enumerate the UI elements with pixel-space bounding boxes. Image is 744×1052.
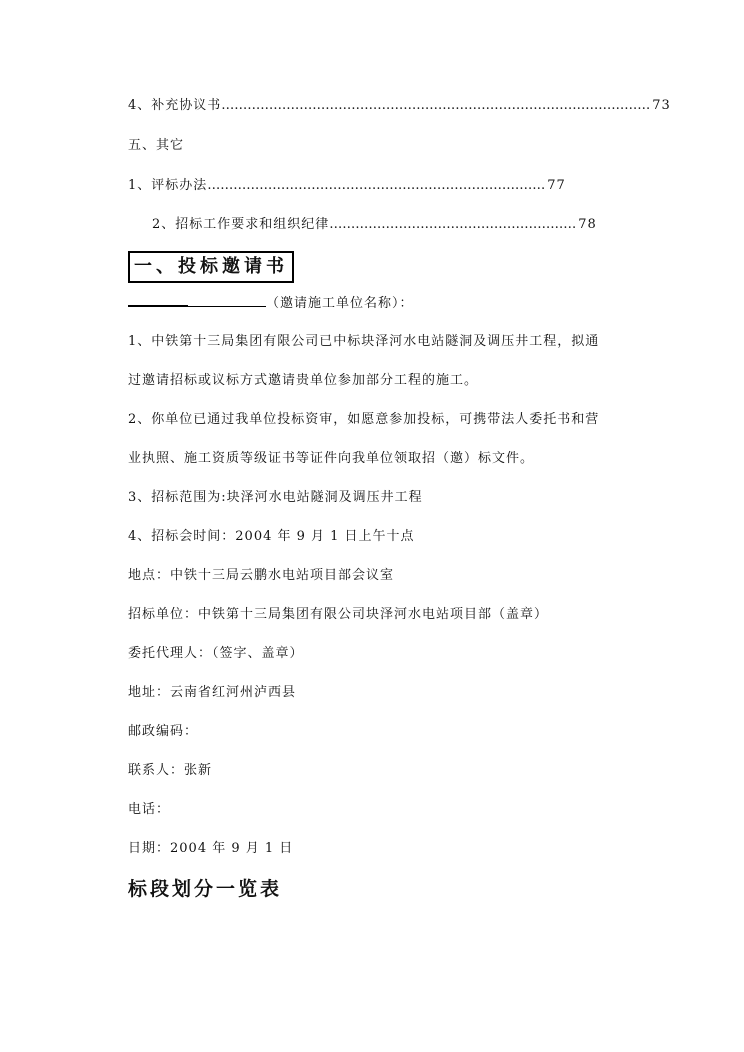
paragraph-2-line-2: 业执照、施工资质等级证书等证件向我单位领取招（邀）标文件。	[128, 451, 535, 466]
addressee-line	[128, 295, 414, 313]
toc-item-label: 2、招标工作要求和组织纪律	[152, 217, 330, 232]
tender-unit-line: 招标单位：中铁第十三局集团有限公司块泽河水电站项目部（盖章）	[128, 607, 549, 622]
address-line: 地址：云南省红河州泸西县	[128, 685, 297, 700]
toc-item-evaluation-method[interactable]	[128, 177, 566, 195]
postcode-line: 邮政编码：	[128, 724, 199, 739]
toc-page-number: 78	[578, 217, 597, 232]
toc-leader-dots: ……………………………………………………………………	[207, 178, 546, 193]
paragraph-1-line-1: 1、中铁第十三局集团有限公司已中标块泽河水电站隧洞及调压井工程，拟通	[128, 334, 600, 349]
agent-line: 委托代理人：（签字、盖章）	[128, 646, 304, 661]
toc-leader-dots: …………………………………………………	[329, 217, 577, 232]
toc-item-supplementary-agreement[interactable]	[128, 97, 671, 115]
addressee-suffix: （邀请施工单位名称）：	[266, 296, 414, 311]
contact-line: 联系人：张新	[128, 763, 213, 778]
toc-leader-dots: ………………………………………………………………………………………	[221, 98, 651, 113]
section-title: 标段划分一览表	[128, 878, 283, 900]
toc-item-label: 4、补充协议书	[128, 98, 222, 113]
phone-line: 电话：	[128, 802, 171, 817]
paragraph-2-line-1: 2、你单位已通过我单位投标资审，如愿意参加投标，可携带法人委托书和营	[128, 412, 600, 427]
paragraph-3: 3、招标范围为:块泽河水电站隧洞及调压井工程	[128, 490, 423, 505]
toc-item-label: 1、评标办法	[128, 178, 208, 193]
paragraph-1-line-2: 过邀请招标或议标方式邀请贵单位参加部分工程的施工。	[128, 373, 479, 388]
blank-fill-line	[128, 296, 266, 307]
location-line: 地点：中铁十三局云鹏水电站项目部会议室	[128, 568, 395, 583]
date-line: 日期：2004 年 9 月 1 日	[128, 841, 294, 856]
toc-item-discipline[interactable]	[152, 216, 597, 234]
toc-section-other: 五、其它	[128, 138, 185, 153]
toc-page-number: 73	[652, 98, 671, 113]
toc-page-number: 77	[547, 178, 566, 193]
paragraph-4: 4、招标会时间：2004 年 9 月 1 日上午十点	[128, 529, 415, 544]
page-heading: 一、投标邀请书	[128, 251, 294, 283]
